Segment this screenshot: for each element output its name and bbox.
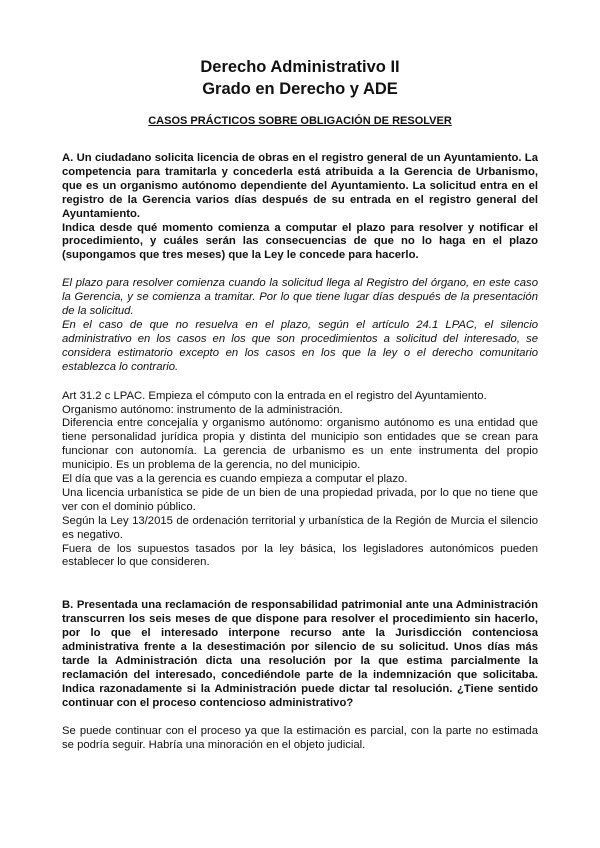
title-line-2: Grado en Derecho y ADE: [202, 80, 398, 98]
case-a: [62, 152, 538, 570]
case-a-note: Diferencia entre concejalía y organismo autónomo: organismo autónomo es una entidad que tiene personalidad jurídica propia y distinta del municipio son entidades que se crean para funcionar con autonomía. La gerencia de urbanismo es un ente instrumenta del propio municipio. Es un problema de la gerencia, no del municipio.: [62, 417, 538, 472]
case-a-note: Fuera de los supuestos tasados por la ley básica, los legisladores autonómicos pueden establecer lo que consideren.: [62, 542, 538, 569]
case-a-answer-paragraph: El plazo para resolver comienza cuando la solicitud llega al Registro del órgano, en este caso la Gerencia, y se comienza a tramitar. Por lo que tiene lugar días después de la presentación de la solicitud.: [62, 277, 538, 318]
case-b: [62, 599, 538, 752]
document-page: [62, 56, 538, 752]
section-subtitle: CASOS PRÁCTICOS SOBRE OBLIGACIÓN DE RESOLVER: [148, 115, 452, 127]
title-line-1: Derecho Administrativo II: [200, 58, 400, 76]
case-a-note: Art 31.2 c LPAC. Empieza el cómputo con la entrada en el registro del Ayuntamiento.: [62, 389, 487, 402]
case-a-answer-paragraph: En el caso de que no resuelva en el plazo, según el artículo 24.1 LPAC, el silencio administrativo en los casos en los que son procedimientos a solicitud del interesado, se considera estimatorio excepto en los casos en los que la ley o el derecho comunitario establezca lo contrario.: [62, 318, 538, 373]
case-a-question-statement: A. Un ciudadano solicita licencia de obras en el registro general de un Ayuntamiento. La competencia para tramitarla y concederla está atribuida a la Gerencia de Urbanismo, que es un organismo autónomo dependiente del Ayuntamiento. La solicitud entra en el registro de la Gerencia varios días después de su entrada en el registro general del Ayuntamiento.: [62, 152, 538, 220]
case-a-note: El día que vas a la gerencia es cuando empieza a computar el plazo.: [62, 473, 408, 486]
case-b-answer: Se puede continuar con el proceso ya que la estimación es parcial, con la parte no estimada se podría seguir. Habría una minoración en el objeto judicial.: [62, 724, 538, 751]
case-a-note: Una licencia urbanística se pide de un bien de una propiedad privada, por lo que no tiene que ver con el dominio público.: [62, 486, 538, 513]
case-a-note: Organismo autónomo: instrumento de la administración.: [62, 403, 343, 416]
case-a-question-ask: Indica desde qué momento comienza a computar el plazo para resolver y notificar el procedimiento, y cuáles serán las consecuencias de que no lo haga en el plazo (supongamos que tres meses) que la Ley le concede para hacerlo.: [62, 221, 538, 262]
case-a-note: Según la Ley 13/2015 de ordenación territorial y urbanística de la Región de Murcia el silencio es negativo.: [62, 514, 538, 541]
case-b-question: B. Presentada una reclamación de responsabilidad patrimonial ante una Administración transcurren los seis meses de que dispone para resolver el procedimiento sin hacerlo, por lo que el interesado interpone recurso ante la Jurisdicción contenciosa administrativa frente a la desestimación por silencio de su solicitud. Unos días más tarde la Administración dicta una resolución por la que estima parcialmente la reclamación del interesado, concediéndole parte de la indemnización que solicitaba. Indica razonadamente si la Administración puede dictar tal resolución. ¿Tiene sentido continuar con el proceso contencioso administrativo?: [62, 599, 538, 709]
